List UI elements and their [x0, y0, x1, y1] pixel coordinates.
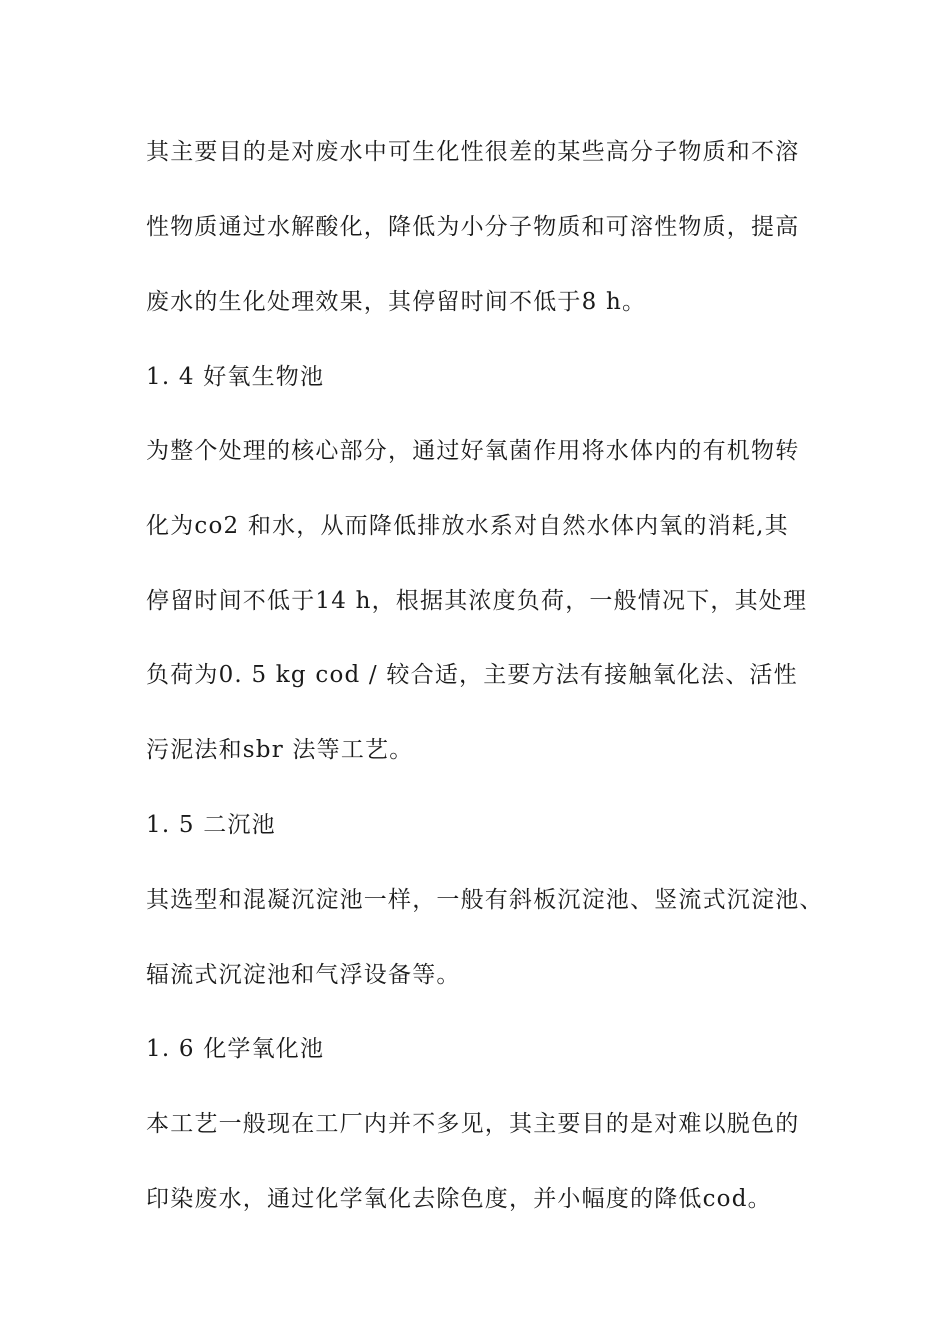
section-heading-1-6: 1. 6 化学氧化池 [146, 1036, 325, 1062]
paragraph-line: 本工艺一般现在工厂内并不多见，其主要目的是对难以脱色的 [146, 1111, 800, 1137]
paragraph-line: 停留时间不低于14 h，根据其浓度负荷，一般情况下，其处理 [146, 588, 808, 614]
section-heading-1-4: 1. 4 好氧生物池 [146, 364, 325, 390]
paragraph-line: 辐流式沉淀池和气浮设备等。 [146, 962, 461, 988]
paragraph-line: 性物质通过水解酸化，降低为小分子物质和可溶性物质，提高 [146, 214, 800, 240]
section-heading-1-5: 1. 5 二沉池 [146, 812, 276, 838]
paragraph-line: 化为co2 和水，从而降低排放水系对自然水体内氧的消耗,其 [146, 513, 789, 539]
paragraph-line: 污泥法和sbr 法等工艺。 [146, 737, 414, 763]
paragraph-line: 废水的生化处理效果，其停留时间不低于8 h。 [146, 289, 647, 315]
paragraph-line: 其选型和混凝沉淀池一样，一般有斜板沉淀池、竖流式沉淀池、 [146, 887, 824, 913]
paragraph-line: 为整个处理的核心部分，通过好氧菌作用将水体内的有机物转 [146, 438, 800, 464]
paragraph-line: 印染废水，通过化学氧化去除色度，并小幅度的降低cod。 [146, 1186, 772, 1212]
paragraph-line: 其主要目的是对废水中可生化性很差的某些高分子物质和不溶 [146, 139, 800, 165]
paragraph-line: 负荷为0. 5 kg cod / 较合适，主要方法有接触氧化法、活性 [146, 662, 798, 688]
